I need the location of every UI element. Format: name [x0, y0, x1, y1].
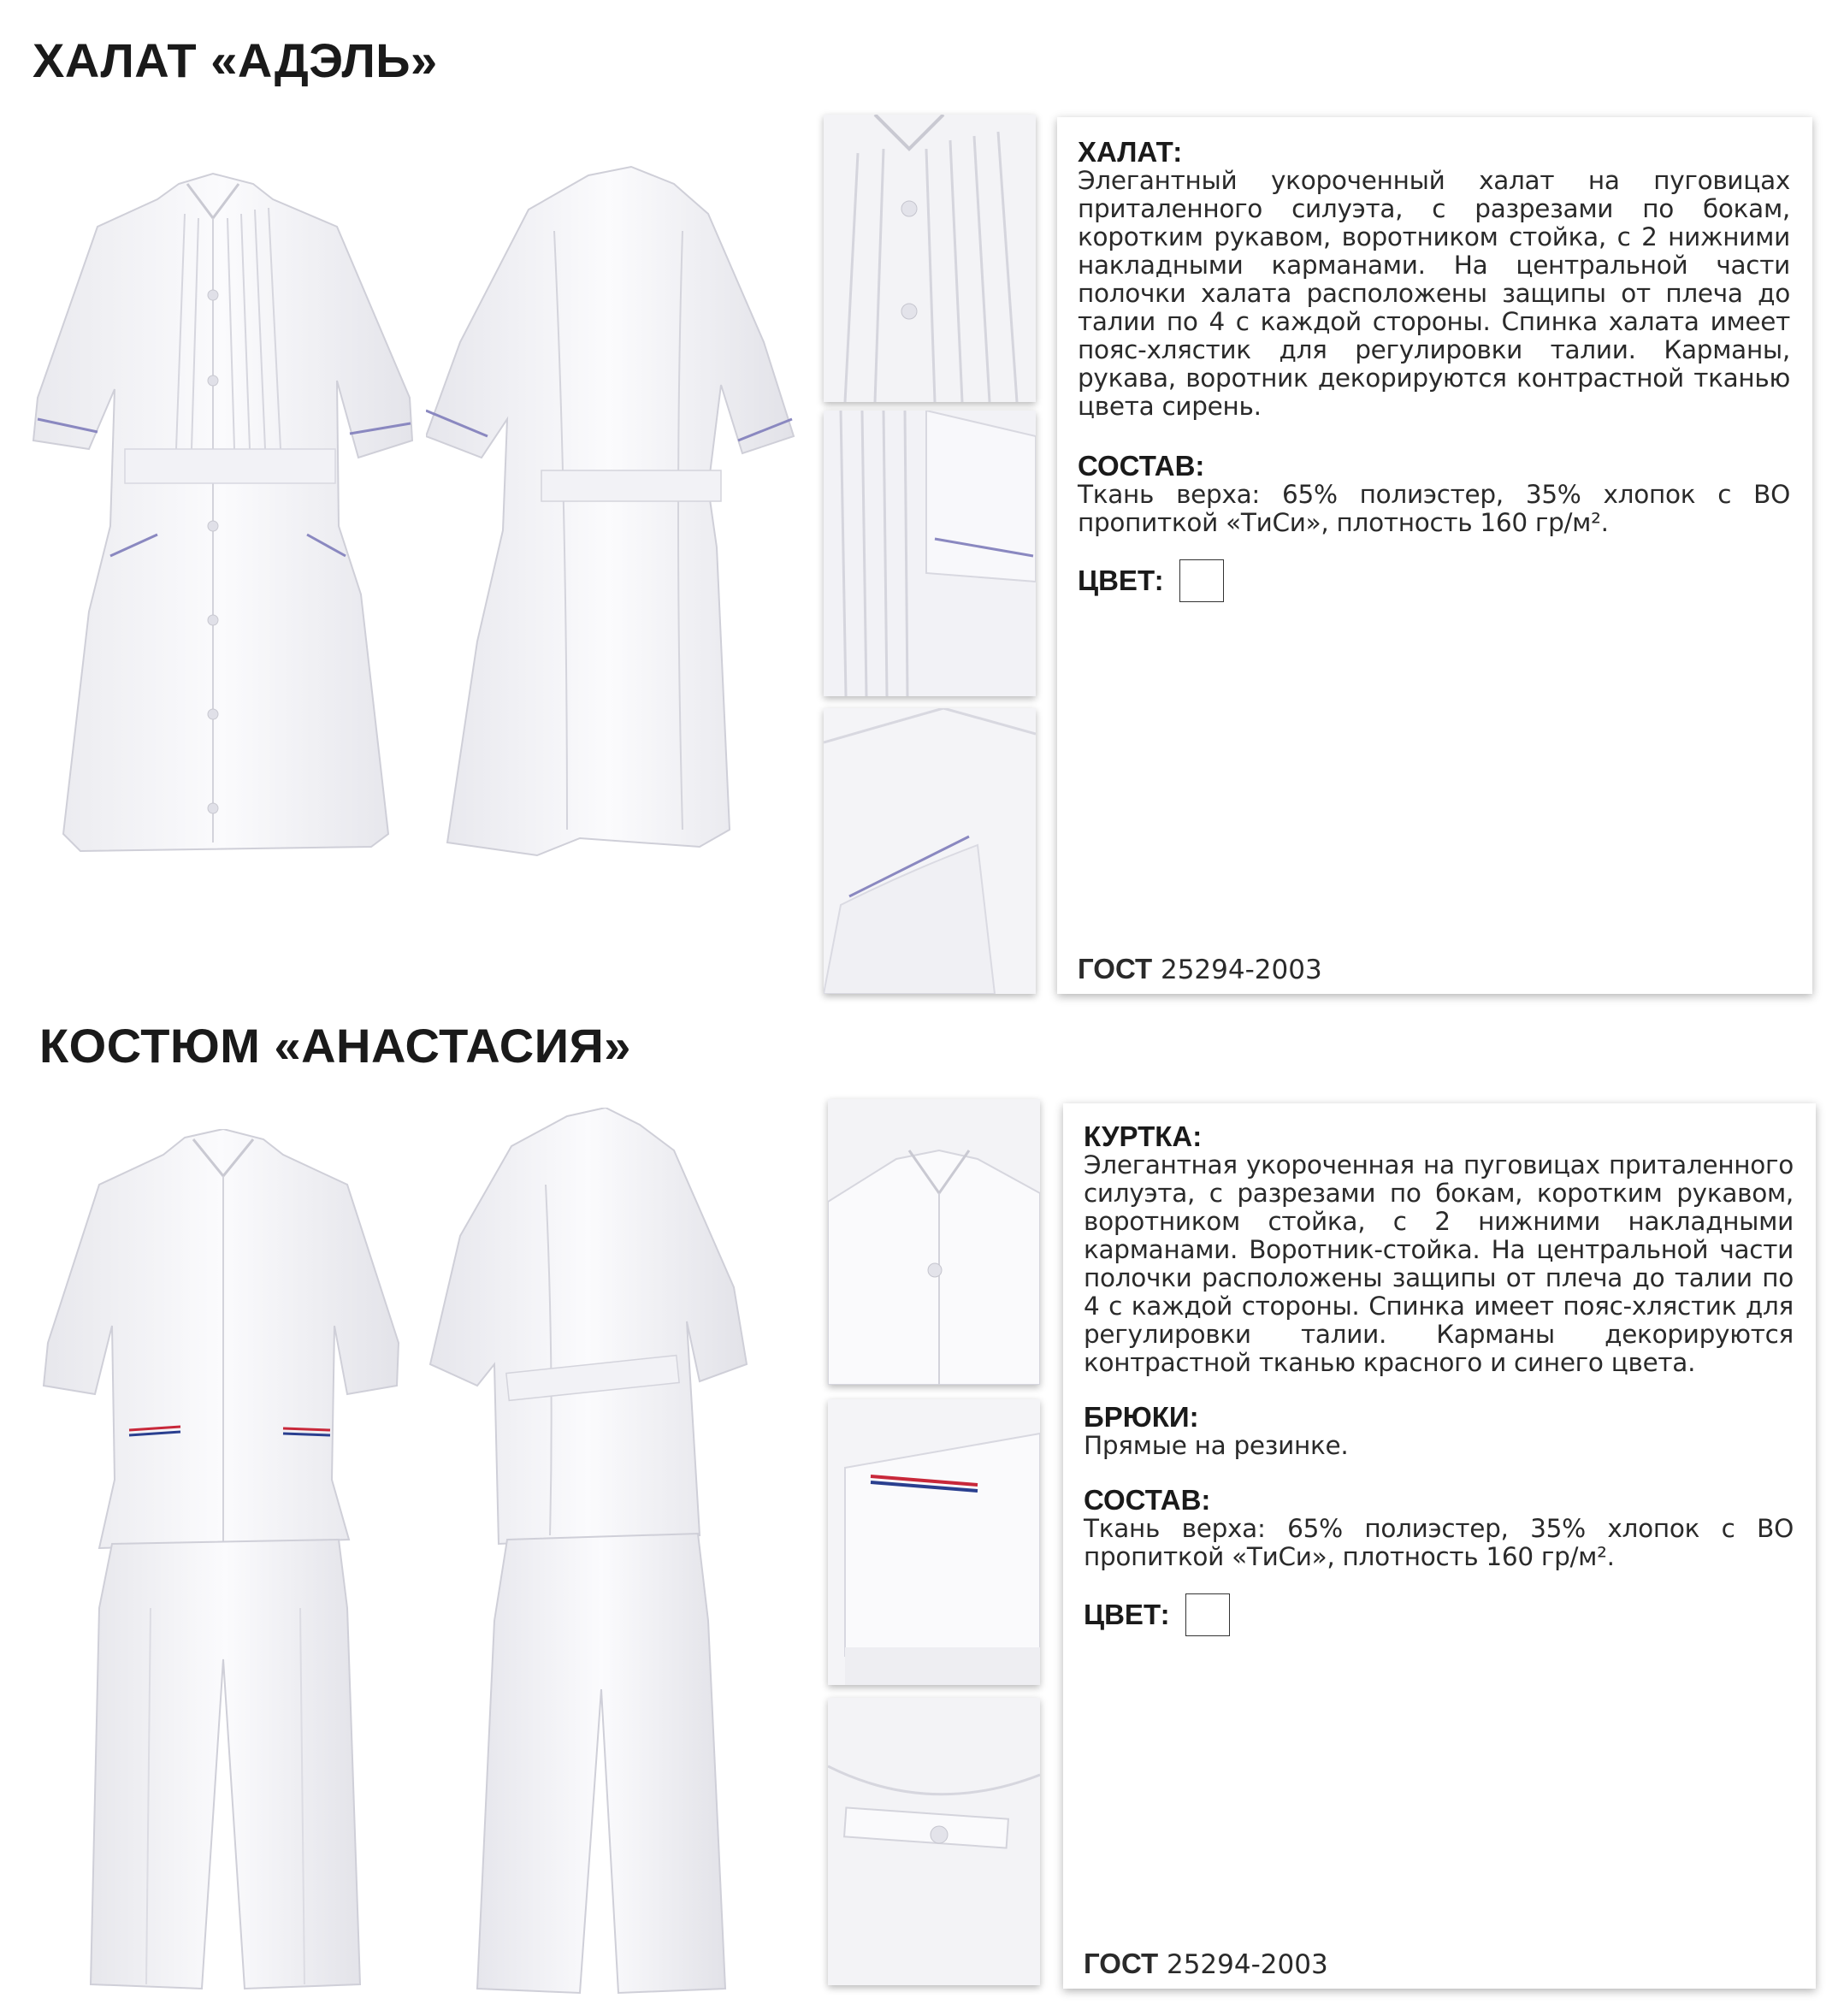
garment-section	[1078, 138, 1790, 421]
trousers-section	[1084, 1403, 1794, 1460]
color-label: ЦВЕТ:	[1078, 565, 1164, 596]
product1-info-panel	[1057, 117, 1812, 994]
gost-standard-2	[1084, 1948, 1328, 1980]
pocket-closeup-photo	[824, 708, 1036, 994]
dress-back-photo	[426, 163, 795, 872]
suit-back-photo	[426, 1108, 751, 2006]
composition-section	[1078, 452, 1790, 537]
trousers-description: Прямые на резинке.	[1084, 1431, 1349, 1460]
product2-info-panel	[1063, 1103, 1816, 1989]
jacket-description: Элегантная укороченная на пуговицах приталенного силуэта, с разрезами по бокам, коротким рукавом, воротником стойка, с 2 нижними накладными карманами. Воротник-стойка. На центральной части полочки расположены защипы от плеча до талии по 4 с каждой стороны. Спинка имеет пояс-хлястик для регулировки талии. Карманы декорируются контрастной тканью красного и синего цвета.	[1084, 1150, 1794, 1377]
composition-label-2: СОСТАВ:	[1084, 1484, 1211, 1516]
gost-label: ГОСТ	[1078, 953, 1153, 984]
garment-label: ХАЛАТ:	[1078, 136, 1183, 168]
gost-number-2: 25294-2003	[1166, 1949, 1328, 1980]
composition-section-2	[1084, 1486, 1794, 1571]
composition-text: Ткань верха: 65% полиэстер, 35% хлопок с ВО пропиткой «ТиСи», плотность 160 гр/м².	[1078, 480, 1790, 537]
product2-title: КОСТЮМ «АНАСТАСИЯ»	[39, 1019, 631, 1073]
dress-front-photo	[29, 167, 416, 868]
belt-closeup-photo	[828, 1698, 1040, 1985]
gost-label-2: ГОСТ	[1084, 1948, 1159, 1979]
color-swatch	[1179, 559, 1224, 602]
sleeve-closeup-photo	[824, 411, 1036, 696]
jacket-label: КУРТКА:	[1084, 1120, 1203, 1152]
gost-number: 25294-2003	[1160, 955, 1322, 985]
product1-title: ХАЛАТ «АДЭЛЬ»	[33, 33, 438, 87]
gost-standard	[1078, 953, 1322, 985]
collar-closeup-photo	[828, 1099, 1040, 1385]
suit-front-photo	[39, 1129, 407, 2001]
jacket-section	[1084, 1122, 1794, 1377]
jacket-pocket-closeup-photo	[828, 1399, 1040, 1685]
trousers-label: БРЮКИ:	[1084, 1401, 1199, 1433]
color-swatch-2	[1185, 1593, 1230, 1636]
color-row-2	[1084, 1593, 1794, 1636]
composition-label: СОСТАВ:	[1078, 450, 1205, 482]
color-label-2: ЦВЕТ:	[1084, 1599, 1170, 1630]
garment-description: Элегантный укороченный халат на пуговицах приталенного силуэта, с разрезами по бокам, коротким рукавом, воротником стойка, с 2 нижними накладными карманами. На центральной части полочки халата расположены защипы от плеча до талии по 4 с каждой стороны. Спинка халата имеет пояс-хлястик для регулировки талии. Карманы, рукава, воротник декорируются контрастной тканью цвета сирень.	[1078, 166, 1790, 421]
color-row	[1078, 559, 1790, 602]
composition-text-2: Ткань верха: 65% полиэстер, 35% хлопок с ВО пропиткой «ТиСи», плотность 160 гр/м².	[1084, 1514, 1794, 1571]
pleats-closeup-photo	[824, 115, 1036, 402]
